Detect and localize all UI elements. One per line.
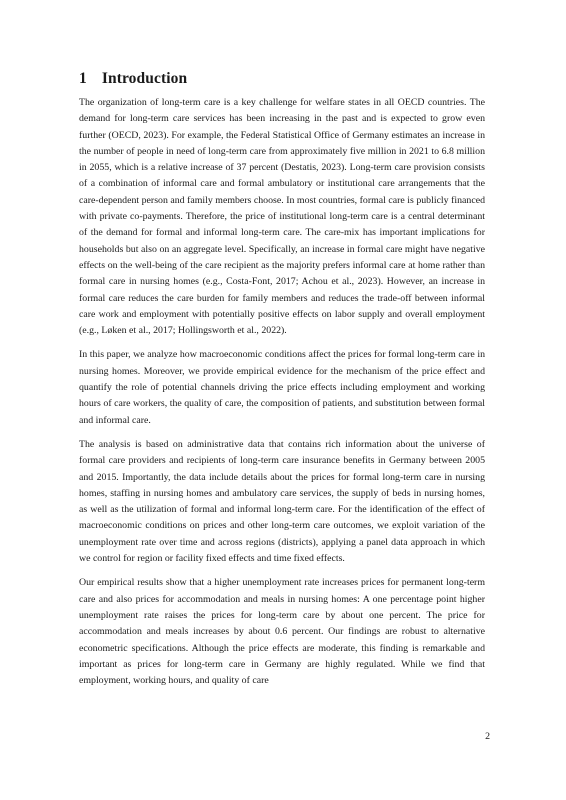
page-number: 2 <box>485 731 490 742</box>
section-number: 1 <box>79 70 87 87</box>
body-text <box>79 95 485 697</box>
section-title: Introduction <box>101 70 188 87</box>
section-heading <box>79 70 187 88</box>
paragraph: Our empirical results show that a higher unemployment rate increases prices for permanent long-term care and also prices for accommodation and meals in nursing homes: A one percentage point higher unemployment rate raises the prices for long-term care by about one percent. The price for accommodation and meals increases by about 0.6 percent. Our findings are robust to alternative econometric specifications. Although the price effects are moderate, this finding is remarkable and important as prices for long-term care in Germany are highly regulated. While we find that employment, working hours, and quality of care <box>79 577 485 687</box>
paragraph: The analysis is based on administrative data that contains rich information about the universe of formal care providers and recipients of long-term care insurance benefits in Germany between 2005 and 2015. Importantly, the data include details about the prices for formal long-term care in nursing homes, staffing in nursing homes and ambulatory care services, the supply of beds in nursing homes, as well as the utilization of formal and informal long-term care. For the identification of the effect of macroeconomic conditions on prices and other long-term care outcomes, we exploit variation of the unemployment rate over time and across regions (districts), applying a panel data approach in which we control for region or facility fixed effects and time fixed effects. <box>79 438 485 565</box>
paragraph: The organization of long-term care is a key challenge for welfare states in all OECD countries. The demand for long-term care services has been increasing in the past and is expected to grow even further (OECD, 2023). For example, the Federal Statistical Office of Germany estimates an increase in the number of people in need of long-term care from approximately five million in 2021 to 6.8 million in 2055, which is a relative increase of 37 percent (Destatis, 2023). Long-term care provision consists of a combination of informal care and formal ambulatory or institutional care arrangements that the care-dependent person and family members choose. In most countries, formal care is publicly financed with private co-payments. Therefore, the price of institutional long-term care is a central determinant of the demand for formal and informal long-term care. The care-mix has important implications for households but also on an aggregate level. Specifically, an increase in formal care might have negative effects on the well-being of the care recipient as the majority prefers informal care at home rather than formal care in nursing homes (e.g., Costa-Font, 2017; Achou et al., 2023). However, an increase in formal care reduces the care burden for family members and reduces the trade-off between informal care work and employment with potentially positive effects on labor supply and overall employment (e.g., Løken et al., 2017; Hollingsworth et al., 2022). <box>79 97 485 337</box>
paragraph: In this paper, we analyze how macroeconomic conditions affect the prices for formal long-term care in nursing homes. Moreover, we provide empirical evidence for the mechanism of the price effect and quantify the role of potential channels driving the price effects including employment and working hours of care workers, the quality of care, the composition of patients, and substitution between formal and informal care. <box>79 349 485 426</box>
